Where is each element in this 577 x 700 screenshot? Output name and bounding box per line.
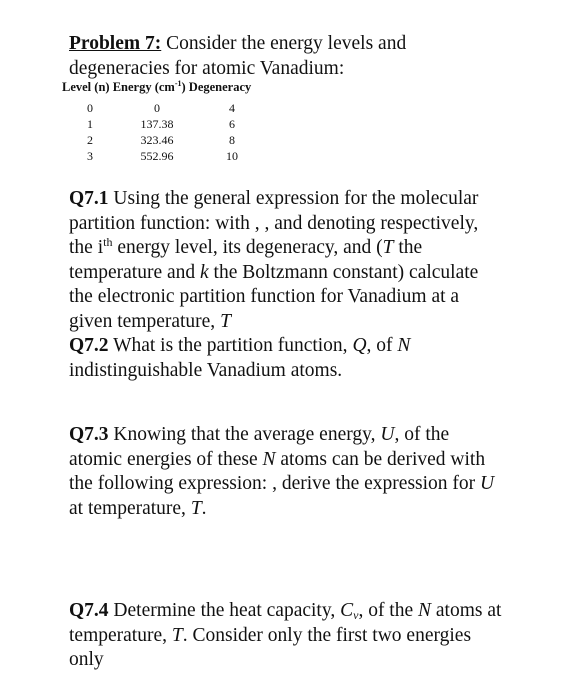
table-row xyxy=(0,149,577,165)
q74-line: atoms at xyxy=(431,600,502,621)
q71-line: energy level, its degeneracy, and ( xyxy=(112,237,383,258)
q71-var-T: T xyxy=(382,237,394,258)
table-row xyxy=(0,133,577,149)
q74-var-C: C xyxy=(340,600,354,621)
q74-sub-v: v xyxy=(353,608,359,622)
cell-energy: 0 xyxy=(154,101,160,115)
cell-level: 0 xyxy=(87,101,93,115)
q71-line: the Boltzmann constant) calculate xyxy=(208,261,479,283)
cell-level: 1 xyxy=(87,117,93,131)
q73-var-N: N xyxy=(262,448,276,470)
intro-text-1: Consider the energy levels and xyxy=(161,33,407,54)
q73-line: atomic energies of these xyxy=(69,448,263,470)
q74-var-T: T xyxy=(171,624,183,646)
q74-line: . Consider only the first two energies xyxy=(182,624,472,646)
q73-line: at temperature, xyxy=(69,497,191,519)
problem-intro xyxy=(69,32,539,81)
table-row xyxy=(0,117,577,133)
header-level: Level (n) xyxy=(62,80,110,94)
q73-label: Q7.3 xyxy=(69,424,109,445)
q73-var-T: T xyxy=(190,497,202,519)
q74-label: Q7.4 xyxy=(69,600,109,621)
cell-degeneracy: 4 xyxy=(229,101,235,115)
q73-line: , of the xyxy=(394,424,450,445)
q72-line: indistinguishable Vanadium atoms. xyxy=(69,359,343,381)
cell-energy: 323.46 xyxy=(140,133,174,147)
question-7-3 xyxy=(69,423,539,521)
q71-line: given temperature, xyxy=(69,310,221,332)
cell-level: 2 xyxy=(87,133,93,147)
q71-line: the i xyxy=(69,237,104,258)
table-row xyxy=(0,101,577,117)
q73-line: Knowing that the average energy, xyxy=(108,424,381,445)
q74-line: Determine the heat capacity, xyxy=(108,600,341,621)
q73-line: atoms can be derived with xyxy=(275,448,486,470)
q73-var-U: U xyxy=(480,473,495,494)
q72-var-N: N xyxy=(397,335,411,356)
q72-line: , of xyxy=(366,335,398,356)
question-7-4 xyxy=(69,599,539,673)
q73-var-U: U xyxy=(380,424,395,445)
q71-line: the electronic partition function for Vanadium at a xyxy=(69,286,460,307)
q71-line: temperature and xyxy=(69,261,201,283)
q74-line: , of the xyxy=(358,600,419,621)
q74-line: only xyxy=(69,649,104,670)
question-7-1 xyxy=(69,187,539,383)
q73-line: . xyxy=(201,497,207,519)
q71-line: the xyxy=(393,237,423,258)
cell-degeneracy: 6 xyxy=(229,117,235,131)
q71-line: Using the general expression for the molecular xyxy=(108,188,479,209)
question-7-2 xyxy=(69,335,410,356)
q72-label: Q7.2 xyxy=(69,335,109,356)
cell-energy: 552.96 xyxy=(140,149,174,163)
q71-line: partition function: with , , and denoting respectively, xyxy=(69,212,479,234)
q74-line: temperature, xyxy=(69,624,172,646)
q74-var-N: N xyxy=(418,600,432,621)
q71-var-k: k xyxy=(200,261,209,283)
header-degeneracy: Degeneracy xyxy=(185,80,252,94)
q71-label: Q7.1 xyxy=(69,188,109,209)
cell-level: 3 xyxy=(87,149,93,163)
q72-line: What is the partition function, xyxy=(108,335,353,356)
q71-var-T: T xyxy=(220,310,231,332)
cell-energy: 137.38 xyxy=(140,117,174,131)
q73-line: the following expression: , derive the expression for xyxy=(69,473,481,494)
cell-degeneracy: 10 xyxy=(226,149,238,163)
cell-degeneracy: 8 xyxy=(229,133,235,147)
q71-sup: th xyxy=(103,235,113,249)
table-header xyxy=(62,80,251,95)
intro-text-2: degeneracies for atomic Vanadium: xyxy=(69,57,345,79)
q72-var-Q: Q xyxy=(352,335,367,356)
problem-label: Problem 7: xyxy=(69,33,162,54)
header-energy: Energy $(cm^{-1})$ xyxy=(109,79,186,94)
